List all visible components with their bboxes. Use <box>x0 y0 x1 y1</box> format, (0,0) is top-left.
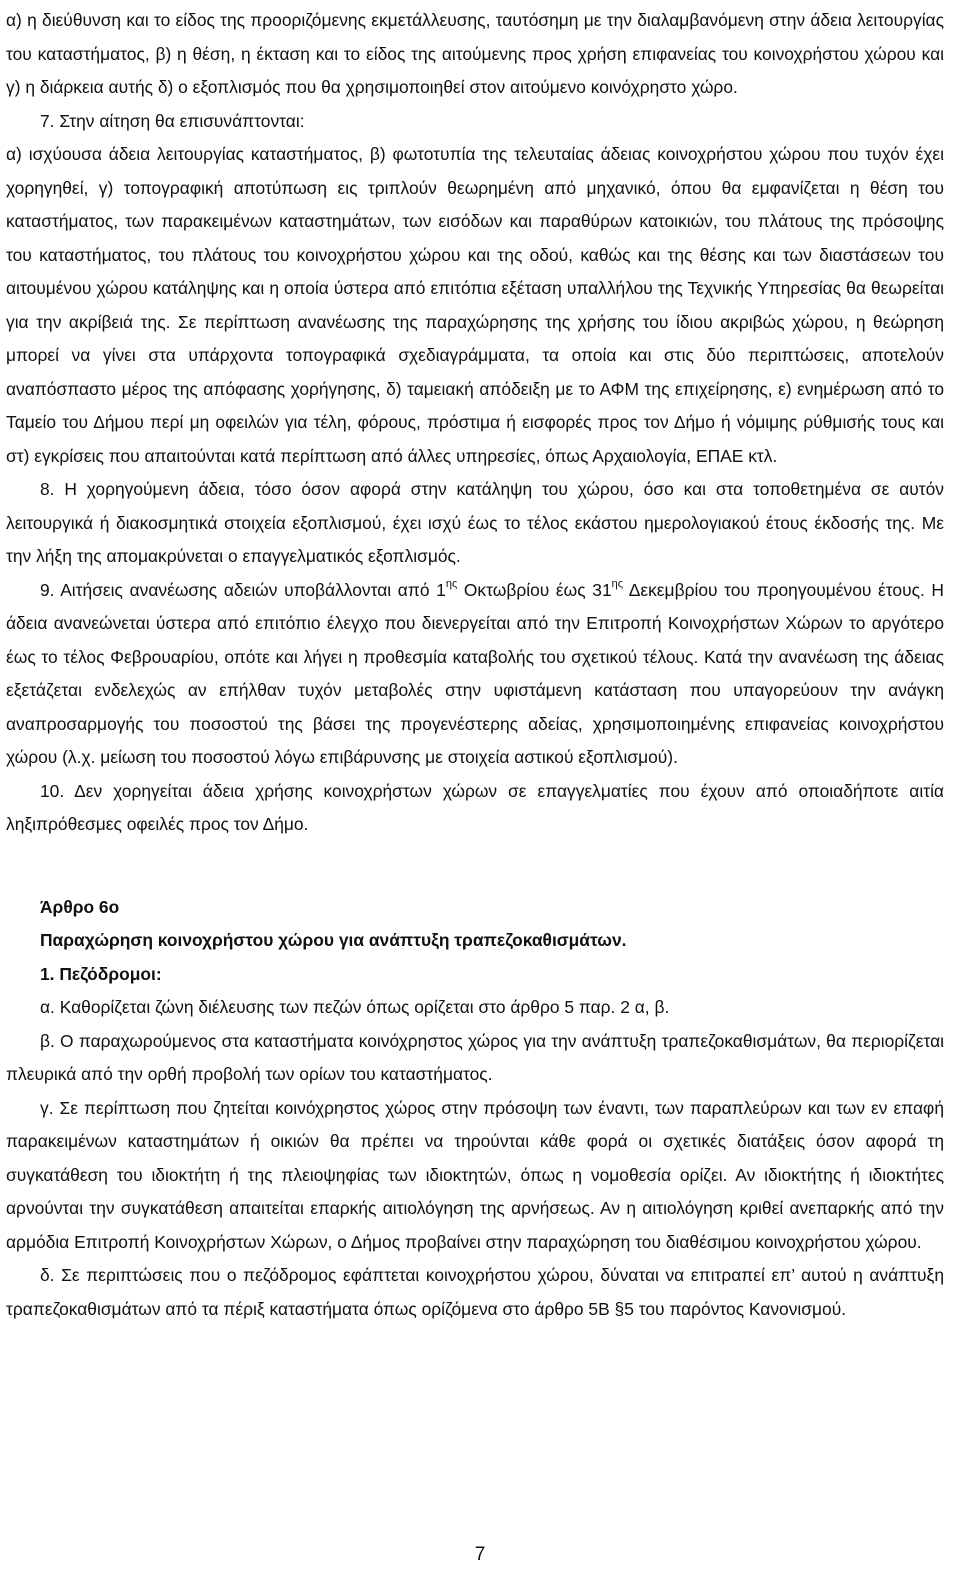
paragraph-9-part-b: Οκτωβρίου έως 31 <box>457 579 612 600</box>
paragraph-8: 8. Η χορηγούμενη άδεια, τόσο όσον αφορά στην κατάληψη του χώρου, όσο και στα τοποθετημένα σε αυτόν λειτουργικά ή διακοσμητικά στοιχεία εξοπλισμού, έχει ισχύ έως το τέλος εκάστου ημερολογιακού έτους έκδοσής της. Με την λήξη της απομακρύνεται ο επαγγελματικός εξοπλισμός. <box>6 479 944 566</box>
paragraph-9-part-a: 9. Αιτήσεις ανανέωσης αδειών υποβάλλονται από 1 <box>40 579 446 600</box>
item-beta: β. Ο παραχωρούμενος στα καταστήματα κοινόχρηστος χώρος για την ανάπτυξη τραπεζοκαθισμάτων, θα περιορίζεται πλευρικά από την ορθή προβολή των ορίων του καταστήματος. <box>6 1030 944 1084</box>
ordinal-suffix-2: ης <box>611 577 624 590</box>
paragraph-7-body: α) ισχύουσα άδεια λειτουργίας καταστήματος, β) φωτοτυπία της τελευταίας άδειας κοινοχρήστου χώρου που τυχόν έχει χορηγηθεί, γ) τοπογραφική αποτύπωση εις τριπλούν θεωρημένη από μηχανικό, όπου θα εμφανίζεται η θέση του καταστήματος, των παρακειμένων καταστημάτων, των εισόδων και παραθύρων κατοικιών, του πλάτους της πρόσοψης του καταστήματος, του πλάτους του κοινοχρήστου χώρου και της οδού, καθώς και της θέσης και των διαστάσεων του αιτουμένου χώρου κατάληψης και η οποία ύστερα από επιτόπια εξέταση υπαλλήλου της Τεχνικής Υπηρεσίας θα θεωρείται για την ακρίβειά της. Σε περίπτωση ανανέωσης της παραχώρησης της χρήσης του ίδιου ακριβώς χώρου, η θεώρηση μπορεί να γίνει στα υπάρχοντα τοπογραφικά σχεδιαγράμματα, τα οποία και στις δύο περιπτώσεις, αποτελούν αναπόσπαστο μέρος της απόφασης χορήγησης, δ) ταμειακή απόδειξη με το ΑΦΜ της επιχείρησης, ε) ενημέρωση από το Ταμείο του Δήμου περί μη οφειλών για τέλη, φόρους, πρόστιμα ή εισφορές προς τον Δήμο ή νόμιμης ρύθμισής τους και στ) εγκρίσεις που απαιτούνται κατά περίπτωση από άλλες υπηρεσίες, όπως Αρχαιολογία, ΕΠΑΕ κτλ. <box>6 144 944 466</box>
ordinal-suffix-1: ης <box>445 577 458 590</box>
item-gamma: γ. Σε περίπτωση που ζητείται κοινόχρηστος χώρος στην πρόσοψη των έναντι, των παραπλεύρων και των εν επαφή παρακειμένων καταστημάτων ή οικιών θα πρέπει να τηρούνται κάθε φορά οι σχετικές διατάξεις όσον αφορά τη συγκατάθεση του ιδιοκτήτη ή της πλειοψηφίας των ιδιοκτητών, όπως η νομοθεσία ορίζει. Αν ιδιοκτήτης ή ιδιοκτήτες αρνούνται την συγκατάθεση απαιτείται επαρκής αιτιολόγηση της αρνήσεως. Αν η αιτιολόγηση κριθεί ανεπαρκής από την αρμόδια Επιτροπή Κοινοχρήστων Χώρων, ο Δήμος προβαίνει στην παραχώρηση του διαθέσιμου κοινοχρήστου χώρου. <box>6 1097 944 1252</box>
article-title: Παραχώρηση κοινοχρήστου χώρου για ανάπτυξη τραπεζοκαθισμάτων. <box>40 930 627 950</box>
item-alpha: α. Καθορίζεται ζώνη διέλευσης των πεζών όπως ορίζεται στο άρθρο 5 παρ. 2 α, β. <box>40 997 670 1017</box>
section-1-heading: 1. Πεζόδρομοι: <box>40 963 162 984</box>
paragraph-continuation: α) η διεύθυνση και το είδος της προοριζόμενης εκμετάλλευσης, ταυτόσημη με την διαλαμβανόμενη στην άδεια λειτουργίας του καταστήματος, β) η θέση, η έκταση και το είδος της αιτούμενης προς χρήση επιφανείας του κοινοχρήστου χώρου και γ) η διάρκεια αυτής δ) ο εξοπλισμός που θα χρησιμοποιηθεί στον αιτούμενο κοινόχρηστο χώρο. <box>6 10 944 97</box>
paragraph-9 <box>6 574 944 775</box>
paragraph-9-part-c: Δεκεμβρίου του προηγουμένου έτους. Η άδεια ανανεώνεται ύστερα από επιτόπιο έλεγχο που διενεργείται από την Επιτροπή Κοινοχρήστων Χώρων το αργότερο έως το τέλος Φεβρουαρίου, οπότε και λήγει η προθεσμία καταβολής του σχετικού τέλους. Κατά την ανανέωση της άδειας εξετάζεται ενδελεχώς αν επήλθαν τυχόν μεταβολές στην υφιστάμενη κατάσταση που υπαγορεύουν την ανάγκη αναπροσαρμογής του ποσοστού της βάσει της προγενέστερης αδείας, χρησιμοποιημένης επιφανείας κοινοχρήστου χώρου (λ.χ. μείωση του ποσοστού λόγω επιβάρυνσης με στοιχεία αστικού εξοπλισμού). <box>6 579 944 767</box>
article-number: Άρθρο 6ο <box>40 896 120 917</box>
paragraph-10: 10. Δεν χορηγείται άδεια χρήσης κοινοχρήστων χώρων σε επαγγελματίες που έχουν από οποιαδήποτε αιτία ληξιπρόθεσμες οφειλές προς τον Δήμο. <box>6 780 944 834</box>
paragraph-7-title: 7. Στην αίτηση θα επισυνάπτονται: <box>40 110 305 131</box>
document-page <box>6 4 944 1326</box>
section-gap <box>6 842 944 891</box>
page-number: 7 <box>474 1544 486 1565</box>
item-delta: δ. Σε περιπτώσεις που ο πεζόδρομος εφάπτεται κοινοχρήστου χώρου, δύναται να επιτραπεί επ’ αυτού η ανάπτυξη τραπεζοκαθισμάτων από τα πέριξ καταστήματα όπως ορίζόμενα στο άρθρο 5Β §5 του παρόντος Κανονισμού. <box>6 1265 944 1319</box>
